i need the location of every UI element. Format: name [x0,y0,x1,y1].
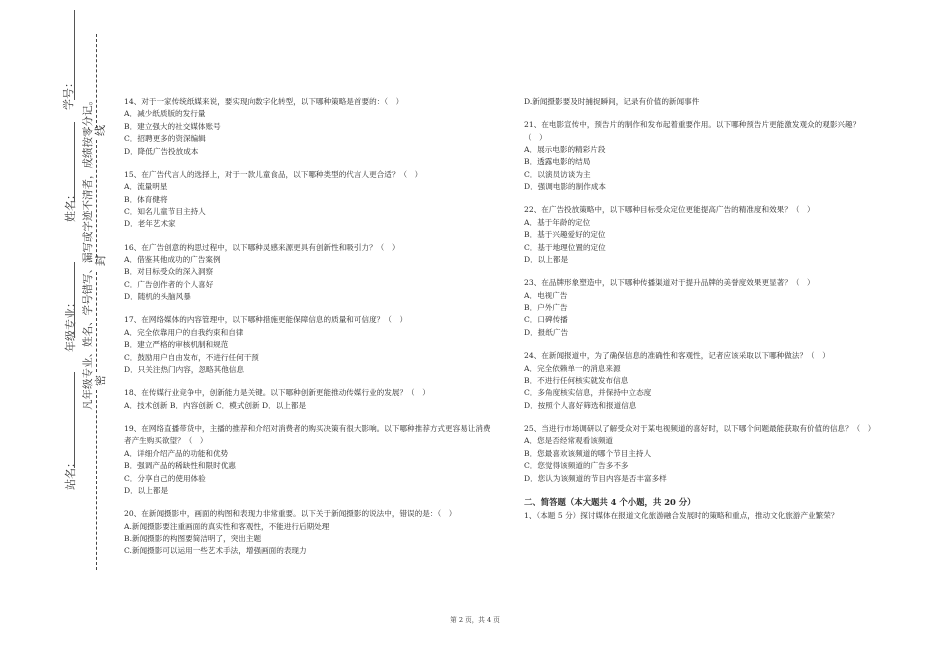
option-c: C．鼓励用户自由发布，不进行任何干预 [124,352,259,362]
school-line [74,372,75,468]
option-c: C．知名儿童节目主持人 [124,207,206,217]
option-a: A．借鉴其他成功的广告案例 [124,255,221,265]
option-d: D．只关注热门内容，忽略其他信息 [124,365,244,375]
option-b: B．您最喜欢该频道的哪个节目主持人 [524,448,652,458]
option-d: D．按照个人喜好筛选和报道信息 [524,400,637,410]
option-inline: A．技术创新 B．内容创新 C．模式创新 D．以上都是 [124,400,307,410]
question-23 [524,277,876,339]
option-a: A．基于年龄的定位 [524,217,591,227]
option-b: B.新闻摄影的构图要简洁明了，突出主题 [124,533,262,543]
short-answer-question-1: 1、（本题 5 分）探讨媒体在报道文化旅游融合发展时的策略和重点，推动文化旅游产业繁荣？ [524,511,839,521]
option-a: A．详细介绍产品的功能和优势 [124,448,229,458]
question-stem: 20、在新闻摄影中，画面的构图和表现力非常重要。以下关于新闻摄影的说法中，错误的是：（ ） [124,509,457,519]
page-footer: 第 2 页，共 4 页 [450,616,500,624]
right-column [524,96,876,523]
option-c: C．基于地理位置的定位 [524,242,606,252]
binding-margin [0,0,118,672]
option-c: C.新闻摄影可以运用一些艺术手法，增强画面的表现力 [124,546,307,556]
option-d: D．您认为该频道的节目内容是否丰富多样 [524,473,667,483]
question-21 [524,119,876,193]
question-stem: 22、在广告投放策略中，以下哪种目标受众定位更能提高广告的精准度和效果？（ ） [524,205,815,215]
seal-line-bottom [96,390,97,570]
left-column [124,96,494,569]
option-c: C．以演员访谈为主 [524,169,591,179]
option-a: A．流量明星 [124,182,168,192]
option-b: B．体育健将 [124,194,168,204]
major-line [74,262,75,338]
option-a: A．您是否经常观看该频道 [524,436,614,446]
question-stem: 24、在新闻报道中，为了确保信息的准确性和客观性，记者应该采取以下哪种做法？（ ） [524,351,830,361]
question-stem: 17、在网络媒体的内容管理中，以下哪种措施更能保障信息的质量和可信度？（ ） [124,315,408,325]
question-15 [124,169,494,231]
school-label: 站名： [64,457,77,490]
option-a: A．完全依赖单一的消息来源 [524,363,621,373]
option-b: B．不进行任何核实就发布信息 [524,375,629,385]
option-d: D．强调电影的制作成本 [524,182,607,192]
seal-char-xian: 线 [94,125,107,136]
major-label: 年级专业： [64,297,77,352]
question-20 [124,508,494,558]
option-d: D．老年艺术家 [124,219,176,229]
question-17 [124,314,494,376]
question-stem: 15、在广告代言人的选择上，对于一款儿童食品，以下哪种类型的代言人更合适？（ ） [124,169,423,179]
option-a: A．减少纸质版的发行量 [124,109,206,119]
option-a: A.新闻摄影要注重画面的真实性和客观性，不能进行后期处理 [124,521,330,531]
option-a: A．电视广告 [524,290,568,300]
question-24 [524,350,876,412]
option-b: B．建立严格的审核机制和规范 [124,340,229,350]
option-a: A．展示电影的精彩片段 [524,145,606,155]
option-b: B．建立强大的社交媒体账号 [124,121,221,131]
question-19 [124,423,494,497]
exam-number-line [74,10,75,100]
section-title-short-answer: 二、简答题（本大题共 4 个小题，共 20 分） [524,496,696,507]
option-c: C．多角度核实信息，并保持中立态度 [524,388,652,398]
option-d: D．以上都是 [524,255,569,265]
option-d: D．随机的头脑风暴 [124,292,191,302]
name-label: 姓名： [64,189,77,222]
question-stem: 21、在电影宣传中，预告片的制作和发布起着重要作用。以下哪种预告片更能激发观众的观影兴趣？（ ） [524,120,861,142]
option-d: D．报纸广告 [524,327,569,337]
seal-char-mi: 密 [94,375,107,386]
option-c: C．招聘更多的资深编辑 [124,134,206,144]
option-c: C．分享自己的使用体验 [124,473,206,483]
seal-char-feng: 封 [94,255,107,266]
option-c: C．您觉得该频道的广告多不多 [524,461,629,471]
seal-line-lower [96,272,97,372]
option-b: B．户外广告 [524,303,568,313]
question-16 [124,242,494,304]
option-c: C．口碑传播 [524,315,568,325]
question-stem: 23、在品牌形象塑造中，以下哪种传播渠道对于提升品牌的美誉度效果更显著？（ ） [524,278,815,288]
option-b: B．强调产品的稀缺性和限时优惠 [124,461,236,471]
question-stem: 18、在传媒行业竞争中，创新能力是关键。以下哪种创新更能推动传媒行业的发展？（ ） [124,388,430,398]
question-stem: 25、当进行市场调研以了解受众对于某电视频道的喜好时，以下哪个问题最能获取有价值的信息？（ ） [524,423,876,433]
option-d: D.新闻摄影要及时捕捉瞬间，记录有价值的新闻事件 [524,97,700,106]
seal-line-upper [96,34,97,128]
question-18 [124,387,494,412]
question-20-continued [524,96,876,108]
option-b: B．透露电影的结局 [524,157,591,167]
option-d: D．以上都是 [124,485,169,495]
question-stem: 16、在广告创意的构思过程中，以下哪种灵感来源更具有创新性和吸引力？（ ） [124,242,400,252]
question-25 [524,423,876,485]
seal-line-middle [96,140,97,262]
exam-number-label: 学号： [62,77,75,110]
name-line [74,122,75,202]
option-d: D．降低广告投放成本 [124,146,199,156]
option-b: B．基于兴趣爱好的定位 [524,230,606,240]
option-b: B．对目标受众的深入洞察 [124,267,214,277]
option-c: C．广告创作者的个人喜好 [124,279,214,289]
binding-warning: 凡年级专业、姓名、学号错写、漏写或字迹不清者，成绩按零分记。 [82,95,94,410]
question-14 [124,96,494,158]
option-a: A．完全依靠用户的自我约束和自律 [124,327,244,337]
question-22 [524,204,876,266]
question-stem: 14、对于一家传统纸媒来说，要实现向数字化转型，以下哪种策略是首要的：（ ） [124,97,404,106]
question-stem: 19、在网络直播带货中，主播的推荐和介绍对消费者的购买决策有很大影响。以下哪种推荐方式更容易让消费者产生购买欲望？（ ） [124,423,491,446]
